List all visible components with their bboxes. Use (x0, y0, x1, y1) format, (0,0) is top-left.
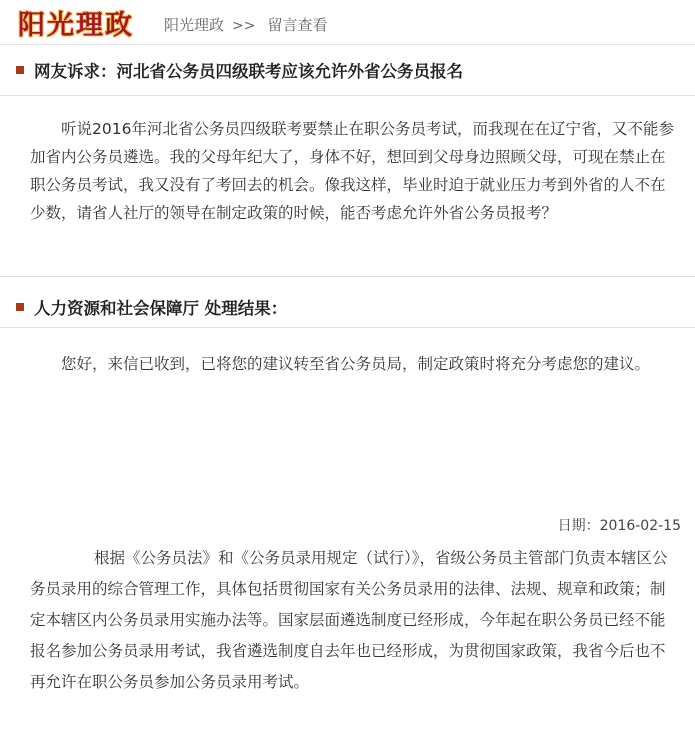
policy-explanation: 根据《公务员法》和《公务员录用规定（试行）》，省级公务员主管部门负责本辖区公务员录用的综合管理工作，具体包括贯彻国家有关公务员录用的法律、法规、规章和政策；制定本辖区内公务员录用实施办法等。国家层面遴选制度已经形成，今年起在职公务员已经不能报名参加公务员录用考试，我省遴选制度自去年也已经形成，为贯彻国家政策，我省今后也不再允许在职公务员参加公务员录用考试。 (30, 549, 668, 691)
reply-title: 人力资源和社会保障厅 处理结果： (34, 299, 288, 318)
breadcrumb-current-link[interactable]: 留言查看 (267, 16, 328, 34)
reply-date: 日期：2016-02-15 (557, 518, 681, 534)
complaint-header (0, 45, 695, 96)
header-bar (0, 0, 695, 45)
site-logo[interactable]: 阳光理政 (18, 10, 134, 41)
complaint-section (0, 96, 695, 277)
reply-header (0, 277, 695, 328)
square-bullet-icon (16, 66, 24, 74)
square-bullet-icon (16, 303, 24, 311)
complaint-body: 听说2016年河北省公务员四级联考要禁止在职公务员考试，而我现在在辽宁省，又不能参加省内公务员遴选。我的父母年纪大了，身体不好，想回到父母身边照顾父母，可现在禁止在职公务员考试，我又没有了考回去的机会。像我这样，毕业时迫于就业压力考到外省的人不在少数，请省人社厅的领导在制定政策的时候，能否考虑允许外省公务员报考？ (30, 120, 674, 222)
reply-section (0, 328, 695, 752)
breadcrumb-home-link[interactable]: 阳光理政 (164, 16, 225, 34)
breadcrumb (164, 14, 328, 35)
complaint-title: 网友诉求：河北省公务员四级联考应该允许外省公务员报名 (34, 62, 463, 81)
breadcrumb-separator: >> (232, 18, 256, 34)
reply-body: 您好，来信已收到，已将您的建议转至省公务员局，制定政策时将充分考虑您的建议。 (61, 355, 651, 373)
